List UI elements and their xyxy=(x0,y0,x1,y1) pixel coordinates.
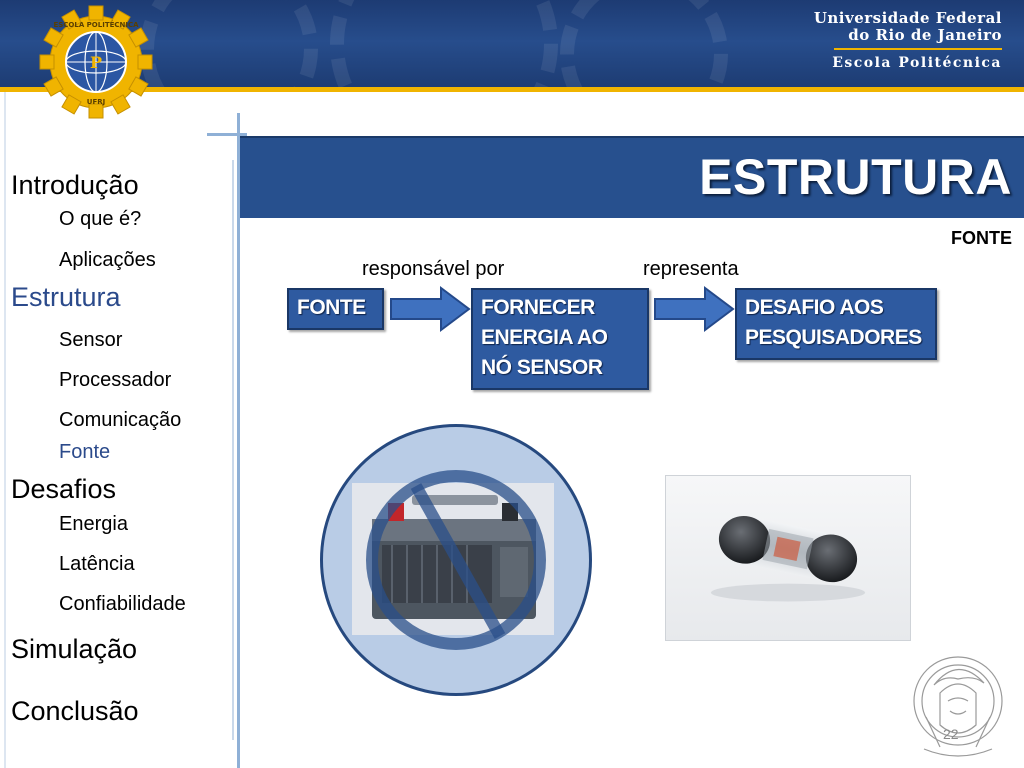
page-number: 22 xyxy=(943,726,959,742)
flow-box-desafio xyxy=(735,288,937,360)
sidebar-item-processador[interactable]: Processador xyxy=(59,369,172,391)
sidebar-inner-rule xyxy=(232,160,234,740)
sidebar-item-fonte[interactable]: Fonte xyxy=(59,441,111,463)
flow-box-3-line-2: PESQUISADORES xyxy=(745,326,922,349)
background-gear-icon xyxy=(330,0,558,92)
sidebar-item-latencia[interactable]: Latência xyxy=(59,553,135,575)
background-gear-icon xyxy=(560,0,728,92)
gold-divider xyxy=(834,48,1002,50)
section-label: FONTE xyxy=(951,228,1012,248)
flow-box-fonte xyxy=(287,288,384,330)
ufrj-crest-icon xyxy=(904,645,1012,765)
sidebar-item-o-que-e[interactable]: O que é? xyxy=(59,208,142,230)
flow-box-2-line-1: FORNECER xyxy=(481,296,595,319)
svg-text:P: P xyxy=(89,53,103,72)
right-arrow-icon xyxy=(653,286,735,332)
sidebar-item-estrutura[interactable]: Estrutura xyxy=(11,282,121,312)
flow-box-fonte-label: FONTE xyxy=(297,296,366,319)
flow-box-3-line-1: DESAFIO AOS xyxy=(745,296,884,319)
sidebar-item-energia[interactable]: Energia xyxy=(59,513,128,535)
university-line-2: do Rio de Janeiro xyxy=(848,26,1002,44)
sidebar-item-desafios[interactable]: Desafios xyxy=(11,474,117,504)
relation-label-2: representa xyxy=(643,258,739,280)
title-bar xyxy=(240,136,1024,218)
sidebar-item-introducao[interactable]: Introdução xyxy=(11,170,139,200)
sidebar-item-comunicacao[interactable]: Comunicação xyxy=(59,409,182,431)
flow-box-2-line-2: ENERGIA AO xyxy=(481,326,608,349)
no-sign-icon xyxy=(320,424,592,696)
sidebar-item-simulacao[interactable]: Simulação xyxy=(11,634,138,664)
university-line-1: Universidade Federal xyxy=(813,9,1002,27)
capsule-sensor-image xyxy=(665,475,911,641)
sidebar-item-confiabilidade[interactable]: Confiabilidade xyxy=(59,593,186,615)
svg-text:UFRJ: UFRJ xyxy=(86,98,106,106)
sidebar-item-sensor[interactable]: Sensor xyxy=(59,329,123,351)
school-name: Escola Politécnica xyxy=(832,55,1002,71)
escola-politecnica-logo-icon xyxy=(38,4,154,120)
flow-box-fornecer-energia xyxy=(471,288,649,390)
flow-box-2-line-3: NÓ SENSOR xyxy=(481,356,603,379)
sidebar-item-aplicacoes[interactable]: Aplicações xyxy=(59,249,156,271)
sidebar-item-conclusao[interactable]: Conclusão xyxy=(11,696,139,726)
svg-text:ESCOLA POLITÉCNICA: ESCOLA POLITÉCNICA xyxy=(53,21,139,29)
background-gear-icon xyxy=(140,0,318,92)
right-arrow-icon xyxy=(389,286,471,332)
left-edge-rule xyxy=(4,92,6,768)
page-title: ESTRUTURA xyxy=(699,149,1012,205)
university-name-block xyxy=(814,10,1002,71)
relation-label-1: responsável por xyxy=(362,258,505,280)
